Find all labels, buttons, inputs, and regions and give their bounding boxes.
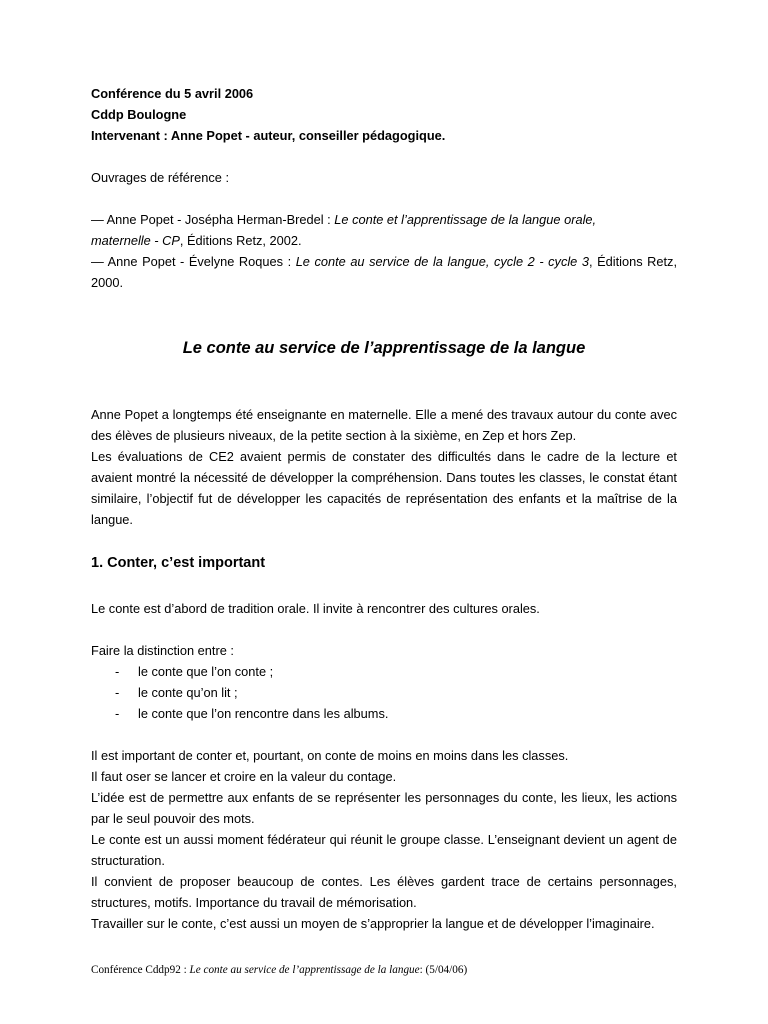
- intro-paragraph-1: Anne Popet a longtemps été enseignante en maternelle. Elle a mené des travaux autour du conte avec des élèves de plusieurs niveaux, de la petite section à la sixième, en Zep et hors Zep.: [91, 407, 677, 443]
- reference-2-year: 2000.: [91, 275, 124, 290]
- section-1-paragraph-1: Le conte est d’abord de tradition orale. Il invite à rencontrer des cultures orales.: [91, 601, 540, 616]
- reference-2-publisher: , Éditions Retz,: [588, 254, 678, 269]
- reference-2-line-1: [91, 251, 677, 272]
- page-footer: [91, 964, 467, 976]
- reference-1-line-2: [91, 230, 677, 251]
- list-item: [91, 661, 677, 682]
- reference-1-publisher: , Éditions Retz, 2002.: [179, 233, 302, 248]
- references-label: Ouvrages de référence :: [91, 170, 229, 185]
- intro-paragraph-2: Les évaluations de CE2 avaient permis de constater des difficultés dans le cadre de la lecture et avaient montré la nécessité de développer la compréhension. Dans toutes les classes, le constat étant similaire, l’objectif fut de développer les capacités de représentation des enfants et la maîtrise de la langue.: [91, 449, 677, 527]
- list-item-text: le conte que l’on conte ;: [138, 664, 274, 679]
- reference-2-authors: — Anne Popet - Évelyne Roques :: [91, 254, 296, 269]
- reference-1-line-1: [91, 209, 677, 230]
- distinction-list: [91, 661, 677, 724]
- reference-1-title-part-1: Le conte et l’apprentissage de la langue orale,: [334, 212, 597, 227]
- list-intro: Faire la distinction entre :: [91, 643, 234, 658]
- speaker-line: Intervenant : Anne Popet - auteur, conseiller pédagogique.: [91, 128, 446, 143]
- list-marker: -: [115, 685, 120, 700]
- section-1-paragraph-5: Le conte est un aussi moment fédérateur qui réunit le groupe classe. L’enseignant devient un agent de structuration.: [91, 832, 677, 868]
- list-marker: -: [115, 664, 120, 679]
- list-item: [91, 682, 677, 703]
- page-title: Le conte au service de l’apprentissage de la langue: [182, 339, 586, 357]
- footer-date: : (5/04/06): [419, 964, 468, 976]
- section-1-paragraph-2: Il est important de conter et, pourtant, on conte de moins en moins dans les classes.: [91, 748, 569, 763]
- reference-1-title-part-2: maternelle - CP: [91, 233, 180, 248]
- reference-2: [91, 251, 677, 293]
- list-item-text: le conte que l’on rencontre dans les albums.: [138, 706, 389, 721]
- conference-header: [91, 83, 677, 146]
- list-item: [91, 703, 677, 724]
- conference-venue: Cddp Boulogne: [91, 107, 187, 122]
- list-marker: -: [115, 706, 120, 721]
- section-1-paragraph-4: L’idée est de permettre aux enfants de se représenter les personnages du conte, les lieux, les actions par le seul pouvoir des mots.: [91, 790, 677, 826]
- reference-1-authors: — Anne Popet - Josépha Herman-Bredel :: [91, 212, 335, 227]
- section-1-paragraph-7: Travailler sur le conte, c’est aussi un moyen de s’approprier la langue et de développer l’imaginaire.: [91, 916, 655, 931]
- section-1-heading: 1. Conter, c’est important: [91, 555, 266, 571]
- section-1-paragraph-3: Il faut oser se lancer et croire en la valeur du contage.: [91, 769, 397, 784]
- list-item-text: le conte qu’on lit ;: [138, 685, 238, 700]
- conference-date: Conférence du 5 avril 2006: [91, 86, 254, 101]
- footer-prefix: Conférence Cddp92 :: [91, 964, 190, 976]
- footer-title: Le conte au service de l’apprentissage de la langue: [189, 964, 420, 976]
- reference-2-title: Le conte au service de la langue, cycle 2 - cycle 3: [295, 254, 589, 269]
- section-1-body: [91, 745, 677, 934]
- section-1-paragraph-6: Il convient de proposer beaucoup de contes. Les élèves gardent trace de certains personnages, structures, motifs. Importance du travail de mémorisation.: [91, 874, 677, 910]
- reference-1: [91, 209, 677, 251]
